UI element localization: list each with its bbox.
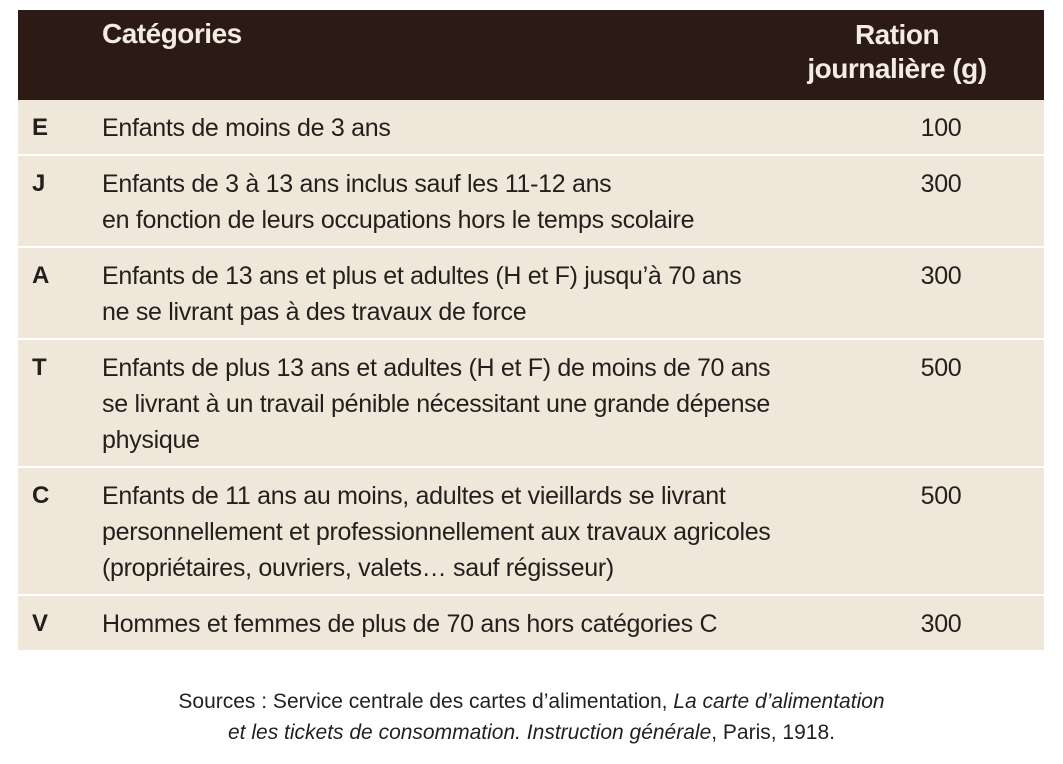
source-suffix: , Paris, 1918.: [711, 721, 835, 744]
category-code: C: [32, 482, 50, 509]
table-row: [18, 156, 1044, 248]
ration-value: 500: [920, 482, 962, 510]
source-title-part1: La carte d’alimentation: [673, 690, 885, 713]
category-description: [18, 100, 862, 154]
category-description: [18, 156, 862, 246]
ration-value: 300: [920, 170, 962, 198]
category-description: [18, 248, 862, 338]
category-code: J: [32, 170, 46, 197]
table-row: [18, 468, 1044, 596]
header-ration: [792, 18, 1002, 86]
table-row: [18, 596, 1044, 650]
category-code: A: [32, 262, 50, 289]
table-header: [18, 10, 1044, 100]
source-title-part2: et les tickets de consommation. Instruction générale: [228, 721, 712, 744]
table-row: [18, 100, 1044, 156]
category-description: [18, 596, 862, 650]
description-line: en fonction de leurs occupations hors le temps scolaire: [102, 206, 695, 234]
ration-table: [18, 10, 1044, 650]
description-line: Hommes et femmes de plus de 70 ans hors catégories C: [102, 610, 718, 638]
table-row: [18, 248, 1044, 340]
description-line: se livrant à un travail pénible nécessitant une grande dépense: [102, 390, 770, 418]
description-line: physique: [102, 426, 200, 454]
header-ration-line2: journalière (g): [807, 53, 987, 84]
ration-value: 300: [920, 262, 962, 290]
description-line: (propriétaires, ouvriers, valets… sauf régisseur): [102, 554, 614, 582]
header-categories: Catégories: [102, 18, 242, 49]
description-line: Enfants de 13 ans et plus et adultes (H et F) jusqu’à 70 ans: [102, 262, 742, 290]
description-line: personnellement et professionnellement aux travaux agricoles: [102, 518, 771, 546]
category-code: V: [32, 610, 48, 637]
description-line: Enfants de 11 ans au moins, adultes et vieillards se livrant: [102, 482, 726, 510]
ration-value: 500: [920, 354, 962, 382]
category-description: [18, 340, 862, 466]
source-prefix: Sources : Service centrale des cartes d’alimentation,: [178, 690, 674, 713]
description-line: Enfants de moins de 3 ans: [102, 114, 391, 142]
description-line: Enfants de 3 à 13 ans inclus sauf les 11-12 ans: [102, 170, 612, 198]
source-line-2: [0, 717, 1063, 748]
description-line: ne se livrant pas à des travaux de force: [102, 298, 527, 326]
description-line: Enfants de plus 13 ans et adultes (H et F) de moins de 70 ans: [102, 354, 771, 382]
table-row: [18, 340, 1044, 468]
category-description: [18, 468, 862, 594]
source-line-1: [0, 686, 1063, 717]
category-code: E: [32, 114, 48, 141]
ration-value: 300: [920, 610, 962, 638]
ration-value: 100: [920, 114, 962, 142]
category-code: T: [32, 354, 47, 381]
header-ration-line1: Ration: [854, 19, 940, 50]
source-caption: [0, 686, 1063, 748]
